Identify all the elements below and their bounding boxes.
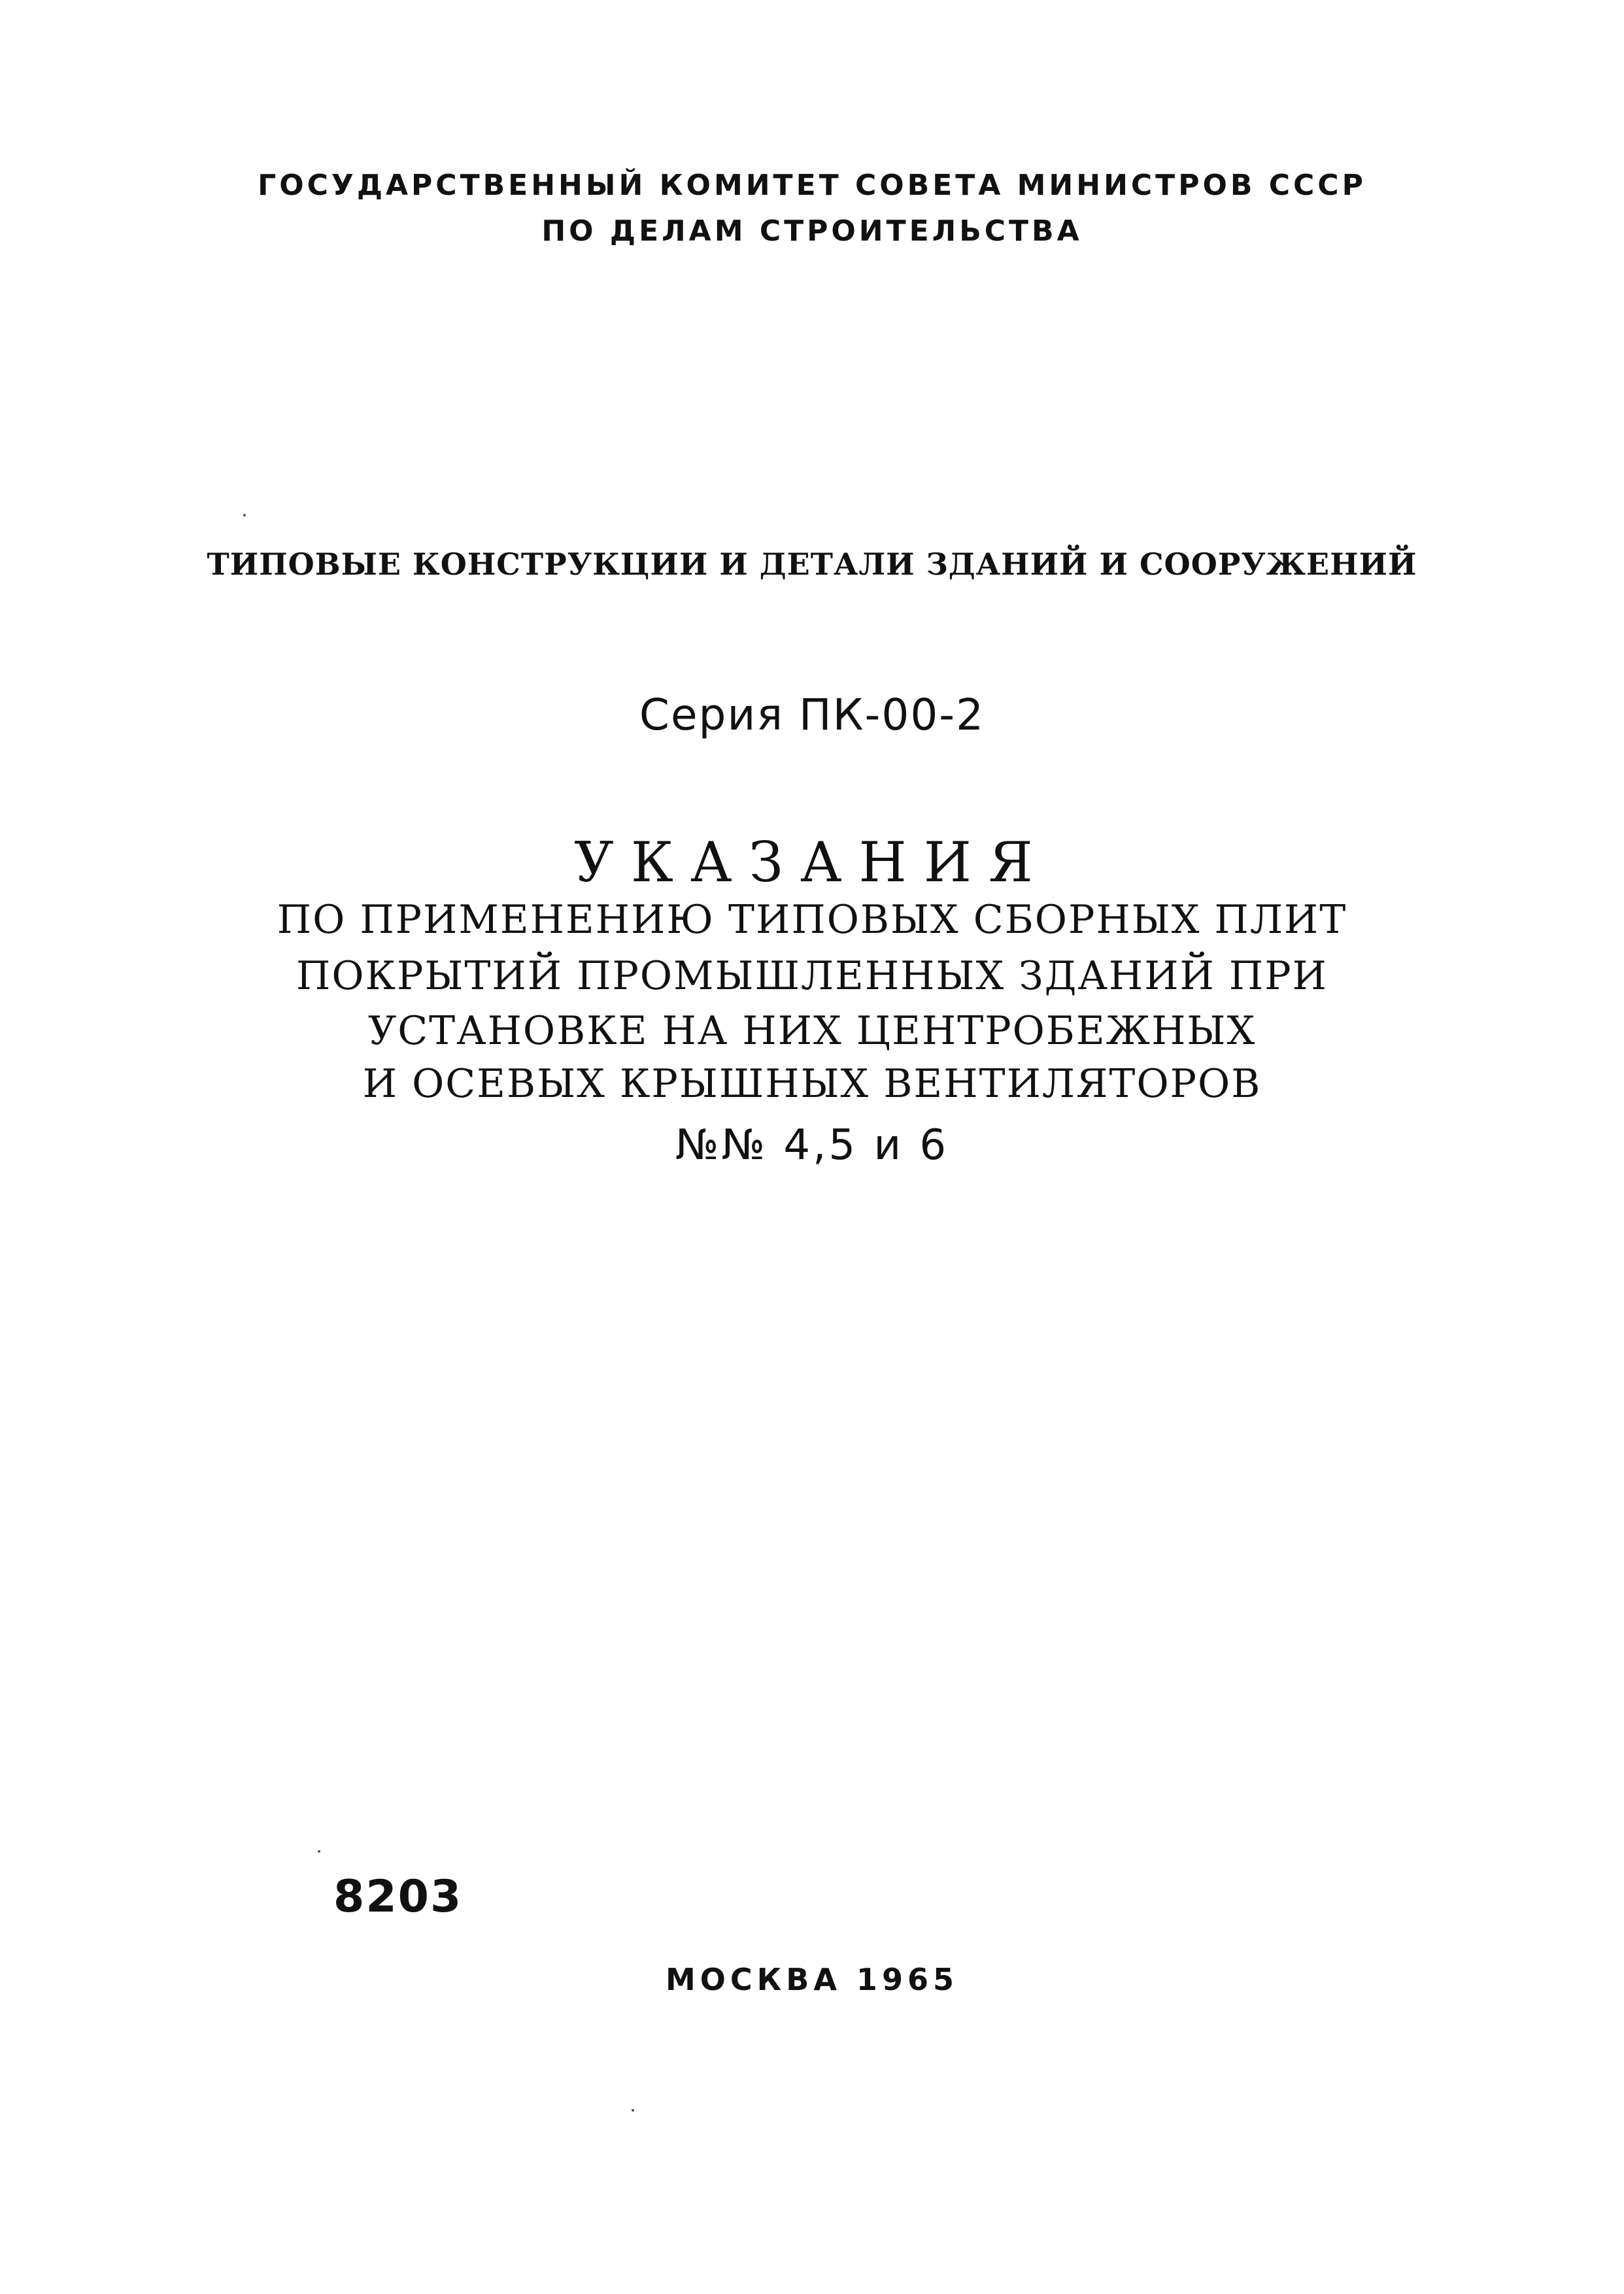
place-and-year: МОСКВА 1965: [666, 1962, 958, 1997]
subtitle-line-1: ПО ПРИМЕНЕНИЮ ТИПОВЫХ СБОРНЫХ ПЛИТ: [277, 897, 1347, 943]
subtitle-line-4: И ОСЕВЫХ КРЫШНЫХ ВЕНТИЛЯТОРОВ: [362, 1061, 1262, 1107]
scan-speck: [243, 514, 246, 516]
series-designation: Серия ПК-00-2: [639, 690, 985, 740]
catalog-number: 8203: [333, 1871, 463, 1923]
document-title: УКАЗАНИЯ: [574, 830, 1050, 894]
collection-title: ТИПОВЫЕ КОНСТРУКЦИИ И ДЕТАЛИ ЗДАНИЙ И СООРУЖЕНИЙ: [207, 547, 1417, 582]
fan-numbers: №№ 4,5 и 6: [675, 1121, 949, 1170]
subtitle-line-2: ПОКРЫТИЙ ПРОМЫШЛЕННЫХ ЗДАНИЙ ПРИ: [296, 953, 1328, 999]
scan-speck: [632, 2109, 634, 2112]
issuing-authority-department: ПО ДЕЛАМ СТРОИТЕЛЬСТВА: [541, 214, 1083, 248]
subtitle-line-3: УСТАНОВКЕ НА НИХ ЦЕНТРОБЕЖНЫХ: [367, 1008, 1257, 1054]
issuing-authority: ГОСУДАРСТВЕННЫЙ КОМИТЕТ СОВЕТА МИНИСТРОВ СССР: [258, 169, 1366, 202]
scan-speck: [318, 1850, 320, 1853]
